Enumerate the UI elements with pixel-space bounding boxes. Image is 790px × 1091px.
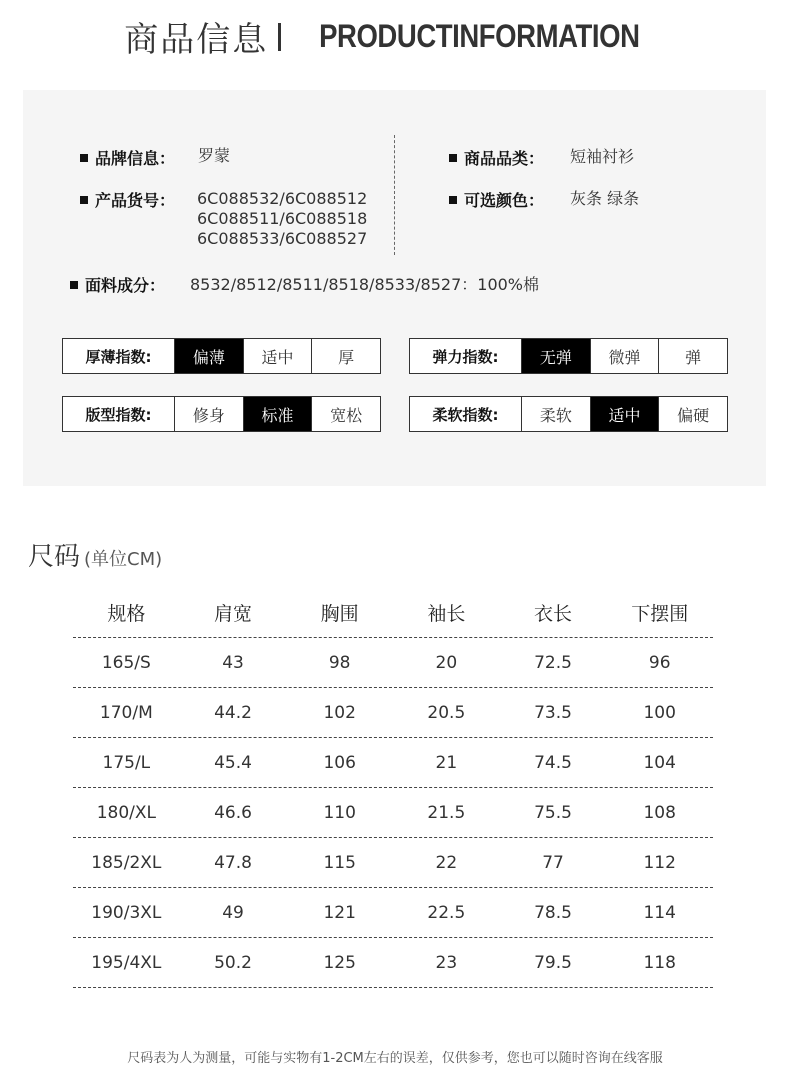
table-cell: 98	[328, 652, 351, 673]
fit-index	[62, 396, 381, 432]
elasticity-option: 无弹	[522, 339, 591, 373]
header-en-title: PRODUCTINFORMATION	[319, 18, 640, 54]
softness-option: 偏硬	[677, 405, 710, 425]
elasticity-index	[409, 338, 728, 374]
elasticity-option: 微弹	[591, 339, 660, 373]
table-cell: 96	[648, 652, 671, 673]
fit-option: 宽松	[330, 405, 363, 425]
column-header: 下摆围	[631, 603, 689, 625]
table-cell: 100	[643, 702, 676, 723]
softness-option: 适中	[591, 397, 660, 431]
brand-label: 品牌信息：	[80, 146, 175, 169]
bullet-square-icon	[70, 281, 78, 289]
table-cell: 75.5	[534, 802, 572, 823]
softness-index-label: 柔软指数:	[410, 397, 522, 431]
page-header	[0, 12, 790, 61]
item-no-line: 6C088532/6C088512	[197, 189, 368, 208]
thickness-option: 厚	[338, 347, 355, 367]
table-cell: 20.5	[427, 702, 466, 723]
table-cell: 20	[435, 652, 458, 673]
table-cell: 22	[435, 852, 458, 873]
table-row	[73, 838, 713, 888]
table-cell: 165/S	[101, 652, 151, 673]
table-row	[73, 888, 713, 938]
table-cell: 104	[643, 752, 676, 773]
table-row	[73, 638, 713, 688]
category-value: 短袖衬衫	[570, 147, 635, 166]
table-header-row	[73, 588, 713, 638]
table-cell: 118	[643, 952, 676, 973]
table-cell: 115	[323, 852, 356, 873]
bullet-square-icon	[449, 196, 457, 204]
elasticity-index-label: 弹力指数:	[410, 339, 522, 373]
table-cell: 112	[643, 852, 676, 873]
table-cell: 108	[643, 802, 676, 823]
table-cell: 170/M	[99, 702, 153, 723]
table-cell: 180/XL	[96, 802, 156, 823]
table-cell: 46.6	[214, 802, 252, 823]
size-title: 尺码	[28, 542, 81, 572]
info-divider	[394, 135, 395, 255]
header-cn-title: 商品信息	[124, 20, 269, 60]
size-unit: (单位CM)	[84, 549, 163, 570]
table-cell: 43	[222, 652, 244, 673]
colors-label: 可选颜色：	[449, 188, 544, 211]
column-header: 衣长	[534, 603, 573, 625]
table-cell: 74.5	[534, 752, 572, 773]
softness-index	[409, 396, 728, 432]
table-cell: 22.5	[427, 902, 466, 923]
table-cell: 45.4	[214, 752, 252, 773]
colors-value: 灰条 绿条	[570, 189, 640, 208]
table-cell: 47.8	[214, 852, 252, 873]
table-cell: 77	[542, 852, 564, 873]
table-cell: 121	[323, 902, 356, 923]
thickness-option: 偏薄	[175, 339, 244, 373]
fit-index-label: 版型指数:	[63, 397, 175, 431]
softness-option: 柔软	[522, 397, 591, 431]
fit-option: 修身	[175, 397, 244, 431]
bullet-square-icon	[80, 154, 88, 162]
table-cell: 110	[323, 802, 356, 823]
brand-value: 罗蒙	[198, 146, 231, 165]
table-cell: 195/4XL	[91, 952, 162, 973]
fit-option: 标准	[244, 397, 313, 431]
table-cell: 50.2	[214, 952, 252, 973]
fabric-label: 面料成分：	[70, 273, 165, 296]
table-row	[73, 938, 713, 988]
size-section-title	[28, 536, 162, 573]
item-no-line: 6C088533/6C088527	[197, 229, 368, 248]
column-header: 肩宽	[214, 603, 253, 625]
table-row	[73, 738, 713, 788]
table-cell: 125	[323, 952, 356, 973]
table-cell: 72.5	[534, 652, 572, 673]
column-header: 胸围	[320, 603, 359, 625]
column-header: 规格	[107, 603, 146, 625]
thickness-index	[62, 338, 381, 374]
bullet-square-icon	[449, 154, 457, 162]
item-no-value	[197, 189, 367, 249]
table-cell: 44.2	[214, 702, 252, 723]
table-cell: 21.5	[427, 802, 466, 823]
table-cell: 23	[435, 952, 458, 973]
size-table	[73, 588, 713, 988]
table-cell: 73.5	[534, 702, 572, 723]
table-cell: 79.5	[534, 952, 572, 973]
header-divider	[278, 23, 281, 51]
column-header: 袖长	[427, 603, 466, 625]
bullet-square-icon	[80, 196, 88, 204]
table-cell: 78.5	[534, 902, 572, 923]
table-cell: 106	[323, 752, 356, 773]
table-cell: 190/3XL	[91, 902, 162, 923]
elasticity-option: 弹	[685, 347, 702, 367]
size-footnote: 尺码表为人为测量，可能与实物有1-2CM左右的误差，仅供参考，您也可以随时咨询在线客服	[127, 1051, 663, 1066]
table-cell: 21	[435, 752, 458, 773]
thickness-option: 适中	[244, 339, 313, 373]
fabric-value: 8532/8512/8511/8518/8533/8527：100%棉	[190, 275, 540, 294]
table-cell: 114	[643, 902, 676, 923]
category-label: 商品品类：	[449, 146, 544, 169]
thickness-index-label: 厚薄指数:	[63, 339, 175, 373]
item-no-line: 6C088511/6C088518	[197, 209, 368, 228]
item-no-label: 产品货号：	[80, 188, 175, 211]
table-cell: 185/2XL	[91, 852, 162, 873]
table-row	[73, 788, 713, 838]
table-cell: 175/L	[102, 752, 151, 773]
table-row	[73, 688, 713, 738]
table-cell: 49	[222, 902, 244, 923]
table-cell: 102	[323, 702, 356, 723]
